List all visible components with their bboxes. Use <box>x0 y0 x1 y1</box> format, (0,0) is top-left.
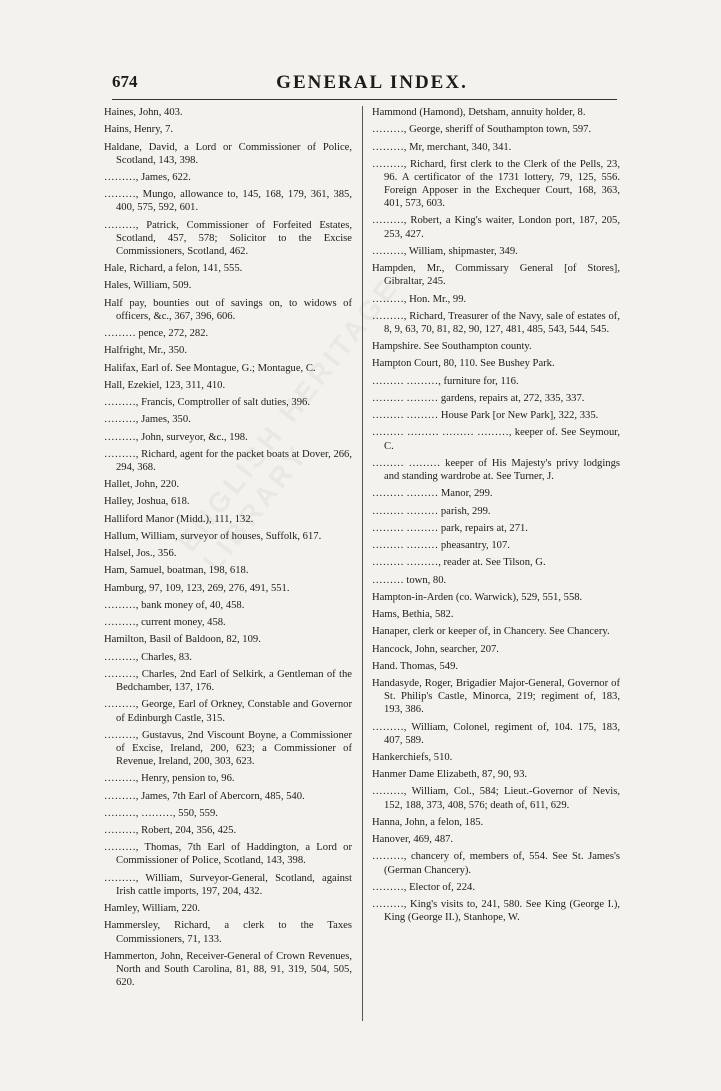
index-entry: Hanover, 469, 487. <box>372 834 454 846</box>
index-entry: ……… ……… parish, 299. <box>372 505 491 517</box>
index-entry: Hanaper, clerk or keeper of, in Chancery. See Chancery. <box>372 626 610 638</box>
index-entry: Half pay, bounties out of savings on, to widows of officers, &c., 367, 396, 606. <box>104 297 352 322</box>
index-entry: Hale, Richard, a felon, 141, 555. <box>104 263 243 275</box>
index-entry: ……… ……… gardens, repairs at, 272, 335, 337. <box>372 392 585 404</box>
index-entry: Haines, John, 403. <box>104 107 183 118</box>
index-entry: ………, James, 7th Earl of Abercorn, 485, 540. <box>104 790 305 802</box>
index-entry: Hales, William, 509. <box>104 280 192 292</box>
index-entry: Handasyde, Roger, Brigadier Major-General, Governor of St. Philip's Castle, Minorca, 219; regiment of, 183, 193, 386. <box>372 678 620 716</box>
index-entry: ………, Charles, 2nd Earl of Selkirk, a Gentleman of the Bedchamber, 137, 176. <box>104 668 352 694</box>
index-entry: Hampshire. See Southampton county. <box>372 341 532 353</box>
index-entry: ………, Robert, a King's waiter, London port, 187, 205, 253, 427. <box>372 215 620 240</box>
index-entry: ………, William, Col., 584; Lieut.-Governor of Nevis, 152, 188, 373, 408, 576; death of, 611, 629. <box>372 786 620 811</box>
index-entry: ………, Mungo, allowance to, 145, 168, 179, 361, 385, 400, 575, 592, 601. <box>104 189 352 214</box>
index-entry: ………, John, surveyor, &c., 198. <box>104 431 248 443</box>
index-entry: ………, bank money of, 40, 458. <box>104 599 245 611</box>
index-entry: Hamley, William, 220. <box>104 903 201 915</box>
index-entry: ………, George, Earl of Orkney, Constable and Governor of Edinburgh Castle, 315. <box>104 699 352 724</box>
index-entry: Hampton-in-Arden (co. Warwick), 529, 551, 558. <box>372 591 583 603</box>
header-rule <box>112 99 617 100</box>
left-index-column <box>104 106 352 993</box>
index-entry: Hamilton, Basil of Baldoon, 82, 109. <box>104 634 261 646</box>
index-entry: Ham, Samuel, boatman, 198, 618. <box>104 565 249 577</box>
page-number: 674 <box>112 72 138 91</box>
index-entry: ………, George, sheriff of Southampton town, 597. <box>372 124 592 136</box>
index-entry: ………, Richard, Treasurer of the Navy, sale of estates of, 8, 9, 63, 70, 81, 82, 90, 127, 481, 485, 543, 544, 545. <box>372 310 620 335</box>
index-entry: Hammerton, John, Receiver-General of Crown Revenues, North and South Carolina, 81, 88, 91, 319, 504, 505, 620. <box>104 950 352 989</box>
index-entry: Haldane, David, a Lord or Commissioner of Police, Scotland, 143, 398. <box>104 141 352 166</box>
index-entry: ………, Richard, agent for the packet boats at Dover, 266, 294, 368. <box>104 448 352 473</box>
index-entry: Halifax, Earl of. See Montague, G.; Montague, C. <box>104 362 316 374</box>
index-entry: Halsel, Jos., 356. <box>104 548 177 560</box>
index-entry: ………, William, Surveyor-General, Scotland, against Irish cattle imports, 197, 204, 432. <box>104 872 352 897</box>
index-entry: ………, Charles, 83. <box>104 651 192 663</box>
index-entry: ………, Elector of, 224. <box>372 881 475 893</box>
page-title: GENERAL INDEX. <box>276 72 468 93</box>
index-entry: ………, Francis, Comptroller of salt duties, 396. <box>104 397 310 409</box>
index-entry: ……… pence, 272, 282. <box>104 328 209 340</box>
index-entry: Hampton Court, 80, 110. See Bushey Park. <box>372 358 555 370</box>
index-entry: Hampden, Mr., Commissary General [of Stores], Gibraltar, 245. <box>372 263 620 288</box>
index-entry: ………, James, 622. <box>104 171 191 183</box>
index-entry: ………, Hon. Mr., 99. <box>372 293 467 305</box>
index-entry: ………, Gustavus, 2nd Viscount Boyne, a Commissioner of Excise, Ireland, 200, 623; a Commissioner of Revenue, Ireland, 200, 303, 623. <box>104 729 352 768</box>
index-entry: Hand. Thomas, 549. <box>372 660 459 672</box>
index-entry: ……… ……… ……… ………, keeper of. See Seymour, C. <box>372 427 620 452</box>
index-entry: ……… ………, reader at. See Tilson, G. <box>372 557 546 569</box>
index-entry: ………, William, Colonel, regiment of, 104. 175, 183, 407, 589. <box>372 721 620 746</box>
column-divider <box>362 106 363 1021</box>
index-entry: Hancock, John, searcher, 207. <box>372 643 499 655</box>
index-entry: ……… ……… pheasantry, 107. <box>372 540 510 551</box>
index-entry: ………, ………, 550, 559. <box>104 807 218 819</box>
index-entry: ………, James, 350. <box>104 414 191 426</box>
index-entry: ………, Mr, merchant, 340, 341. <box>372 141 512 153</box>
index-entry: ……… ……… House Park [or New Park], 322, 335. <box>372 410 599 422</box>
index-entry: ………, chancery of, members of, 554. See St. James's (German Chancery). <box>372 851 620 876</box>
index-entry: ……… ………, furniture for, 116. <box>372 375 519 387</box>
index-entry: ………, Richard, first clerk to the Clerk of the Pells, 23, 96. A certificator of the 1731 lottery, 79, 125, 556. Foreign Apposer in the Exchequer Court, 168, 363, 401, 573, 603. <box>372 158 620 210</box>
index-entry: ………, William, shipmaster, 349. <box>372 245 518 257</box>
index-entry: Hallum, William, surveyor of houses, Suffolk, 617. <box>104 530 322 542</box>
index-entry: Halley, Joshua, 618. <box>104 496 190 508</box>
index-entry: Hains, Henry, 7. <box>104 124 174 136</box>
index-entry: Hammersley, Richard, a clerk to the Taxes Commissioners, 71, 133. <box>104 920 352 945</box>
index-entry: Hallet, John, 220. <box>104 479 180 491</box>
index-entry: Hanmer Dame Elizabeth, 87, 90, 93. <box>372 769 528 781</box>
index-entry: Hammond (Hamond), Detsham, annuity holder, 8. <box>372 107 586 118</box>
index-entry: Hanna, John, a felon, 185. <box>372 816 484 828</box>
page-header <box>112 72 632 98</box>
index-entry: Hankerchiefs, 510. <box>372 751 453 763</box>
index-entry: ………, Henry, pension to, 96. <box>104 773 235 785</box>
index-entry: ……… ……… Manor, 299. <box>372 488 493 500</box>
right-index-column <box>372 106 620 928</box>
index-entry: Hams, Bethia, 582. <box>372 609 454 620</box>
index-entry: Hamburg, 97, 109, 123, 269, 276, 491, 551. <box>104 582 290 594</box>
index-entry: ………, Robert, 204, 356, 425. <box>104 825 237 837</box>
index-entry: ………, Thomas, 7th Earl of Haddington, a Lord or Commissioner of Police, Scotland, 143, 398. <box>104 842 352 867</box>
index-entry: ……… town, 80. <box>372 574 447 586</box>
index-entry: ………, King's visits to, 241, 580. See King (George I.), King (George II.), Stanhope, W. <box>372 899 620 924</box>
index-entry: Halliford Manor (Midd.), 111, 132. <box>104 513 254 525</box>
index-entry: ……… ……… keeper of His Majesty's privy lodgings and standing wardrobe at. See Turner, J. <box>372 457 620 482</box>
index-entry: ………, current money, 458. <box>104 617 226 629</box>
index-entry: ………, Patrick, Commissioner of Forfeited Estates, Scotland, 457, 578; Solicitor to the Excise Commissioners, Scotland, 462. <box>104 219 352 257</box>
index-entry: Hall, Ezekiel, 123, 311, 410. <box>104 379 226 391</box>
index-entry: Halfright, Mr., 350. <box>104 345 187 357</box>
index-entry: ……… ……… park, repairs at, 271. <box>372 522 528 534</box>
